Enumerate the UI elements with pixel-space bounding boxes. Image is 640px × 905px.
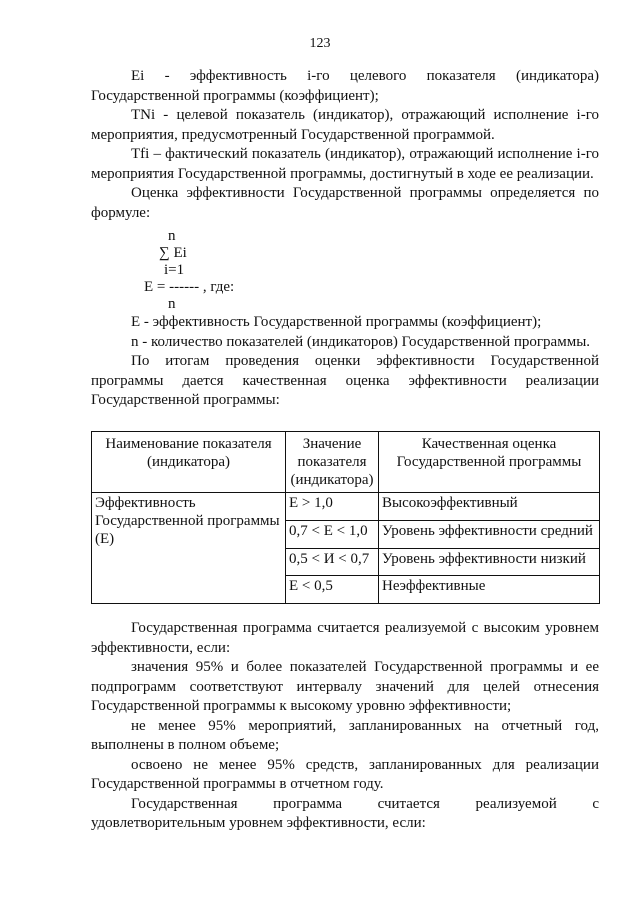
definition-tni: TNi - целевой показатель (индикатор), отражающий исполнение i-го мероприятия, предусмотренный Государственной программой.	[91, 107, 599, 143]
formula-equation: E = ------ , где:	[144, 279, 235, 295]
value-cell: E < 0,5	[286, 576, 379, 604]
rating-cell: Уровень эффективности средний	[379, 520, 600, 548]
value-cell: 0,5 < И < 0,7	[286, 548, 379, 576]
definition-e: E - эффективность Государственной программы (коэффициент);	[131, 314, 542, 330]
definition-ei: Ei - эффективность i-го целевого показателя (индикатора) Государственной программы (коэффициент);	[91, 68, 599, 104]
definition-tfi: Tfi – фактический показатель (индикатор), отражающий исполнение i-го мероприятия Государственной программы, достигнутый в ходе ее реализации.	[91, 146, 599, 182]
page-number: 123	[309, 36, 331, 51]
rating-cell: Неэффективные	[379, 576, 600, 604]
value-cell: E > 1,0	[286, 493, 379, 521]
definitions-top	[91, 67, 599, 223]
after-table-text	[91, 619, 599, 834]
criterion-indicators: значения 95% и более показателей Государственной программы и ее подпрограмм соответствуют интервалу значений для целей отнесения Государственной программы к высокому уровню эффективности;	[91, 659, 599, 714]
rating-cell: Высокоэффективный	[379, 493, 600, 521]
header-indicator-name: Наименование показателя (индикатора)	[92, 432, 286, 493]
value-cell: 0,7 < E < 1,0	[286, 520, 379, 548]
indicator-cell: Эффективность Государственной программы (E)	[92, 493, 286, 604]
satisfactory-efficiency-condition: Государственная программа считается реализуемой с удовлетворительным уровнем эффективности, если:	[91, 795, 599, 831]
sum-lower-limit: i=1	[164, 262, 185, 278]
formula-denominator: n	[168, 296, 176, 312]
sum-expression: ∑ Ei	[159, 245, 187, 261]
definitions-bottom	[91, 313, 599, 411]
table-header-row	[92, 432, 600, 493]
header-quality-rating: Качественная оценка Государственной программы	[379, 432, 600, 493]
header-indicator-value: Значение показателя (индикатора)	[286, 432, 379, 493]
assessment-intro: По итогам проведения оценки эффективности Государственной программы дается качественная оценка эффективности реализации Государственной программы:	[91, 353, 599, 408]
sum-upper-limit: n	[168, 228, 176, 244]
formula-intro: Оценка эффективности Государственной программы определяется по формуле:	[91, 185, 599, 221]
criterion-activities: не менее 95% мероприятий, запланированных на отчетный год, выполнены в полном объеме;	[91, 717, 599, 753]
efficiency-table	[91, 431, 600, 604]
table-row	[92, 493, 600, 521]
high-efficiency-condition: Государственная программа считается реализуемой с высоким уровнем эффективности, если:	[91, 620, 599, 656]
criterion-funds: освоено не менее 95% средств, запланированных для реализации Государственной программы в отчетном году.	[91, 756, 599, 792]
rating-cell: Уровень эффективности низкий	[379, 548, 600, 576]
definition-n: n - количество показателей (индикаторов) Государственной программы.	[131, 333, 591, 350]
